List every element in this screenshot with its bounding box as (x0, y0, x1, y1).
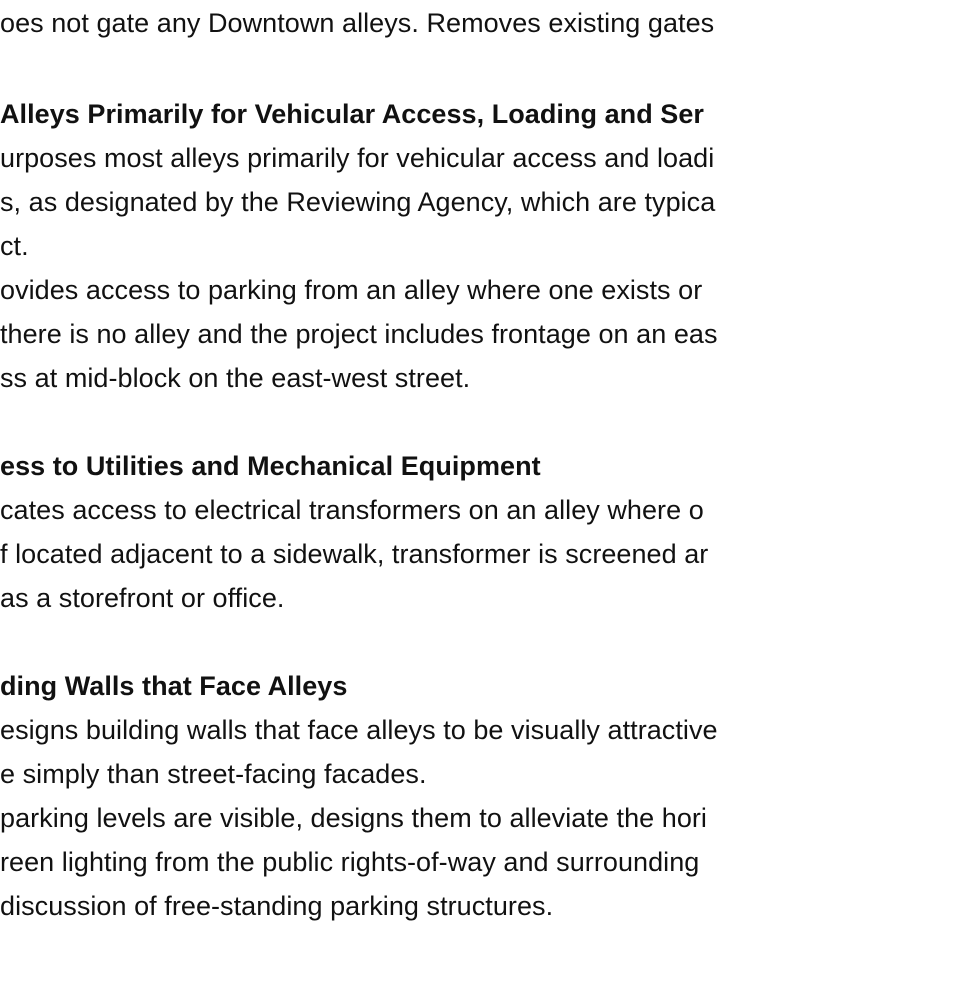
walls-text-line-4: reen lighting from the public rights-of-way and surrounding (0, 847, 700, 877)
heading-walls-face-alleys: ding Walls that Face Alleys (0, 671, 348, 701)
utilities-text-line-3: as a storefront or office. (0, 583, 285, 613)
alleys-text-line-3: ct. (0, 231, 29, 261)
walls-text-line-5: discussion of free-standing parking structures. (0, 891, 554, 921)
alleys-text-line-6: ss at mid-block on the east-west street. (0, 363, 471, 393)
alleys-text-line-2: s, as designated by the Reviewing Agency, which are typica (0, 187, 716, 217)
alleys-text-line-4: ovides access to parking from an alley where one exists or (0, 275, 703, 305)
utilities-text-line-2: f located adjacent to a sidewalk, transformer is screened ar (0, 539, 709, 569)
alleys-text-line-1: urposes most alleys primarily for vehicular access and loadi (0, 143, 715, 173)
alleys-text-line-5: there is no alley and the project includes frontage on an eas (0, 319, 718, 349)
heading-alleys-vehicular-access: Alleys Primarily for Vehicular Access, Loading and Ser (0, 99, 704, 129)
walls-text-line-2: e simply than street-facing facades. (0, 759, 427, 789)
heading-utilities-access: ess to Utilities and Mechanical Equipment (0, 451, 541, 481)
gates-text-line-1: oes not gate any Downtown alleys. Removes existing gates (0, 8, 715, 38)
walls-text-line-1: esigns building walls that face alleys to be visually attractive (0, 715, 718, 745)
utilities-text-line-1: cates access to electrical transformers on an alley where o (0, 495, 704, 525)
walls-text-line-3: parking levels are visible, designs them to alleviate the hori (0, 803, 707, 833)
